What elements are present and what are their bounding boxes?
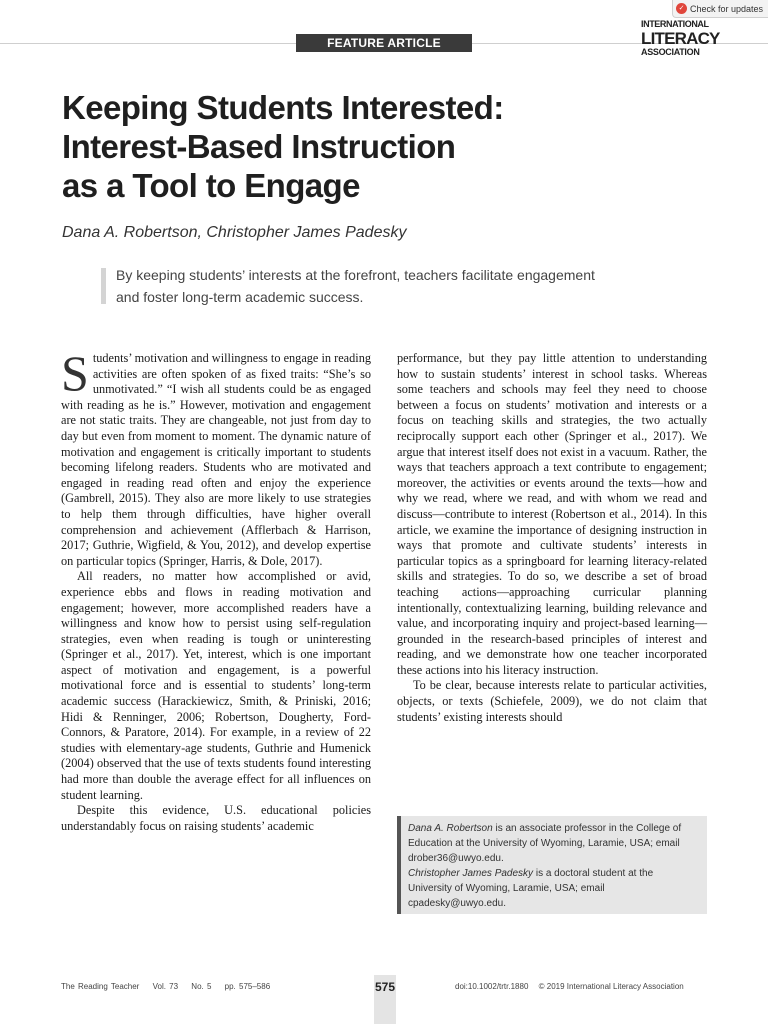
title-line: Interest-Based Instruction <box>62 128 456 165</box>
check-for-updates-badge[interactable] <box>672 0 768 18</box>
ila-logo <box>641 19 720 57</box>
volume: Vol. 73 <box>152 982 179 991</box>
journal-name: The Reading Teacher <box>61 982 140 991</box>
author-bio <box>408 821 699 866</box>
body-paragraph: To be clear, because interests relate to particular activities, objects, or texts (Schiefele, 2009), we do not claim that students’ existing interests should <box>397 678 707 724</box>
body-paragraph: All readers, no matter how accomplished or avid, experience ebbs and flows in reading motivation and engagement; however, more accomplished readers have a willingness and know how to persist using self-regulation strategies, even when reading is tough or uninteresting (Springer et al., 2017). Yet, interest, which is one important aspect of motivation and engagement, is a powerful motivational force and is essential to students’ long-term academic success (Harackiewicz, Smith, & Priniski, 2016; Hidi & Renninger, 2006; Robertson, Dougherty, Ford-Connors, & Paratore, 2014). For example, in a review of 22 studies with elementary-age students, Guthrie and Humenick (2004) observed that the use of texts students found interesting had more than double the average effect for all influences on student learning. <box>61 569 371 802</box>
pull-quote <box>116 264 676 308</box>
pull-quote-line: By keeping students’ interests at the forefront, teachers facilitate engagement <box>116 267 595 283</box>
author-bio <box>408 866 699 911</box>
bio-text: is a doctoral student at the University of Wyoming, Laramie, USA; email cpadesky@uwyo.edu. <box>408 868 654 909</box>
title-line: Keeping Students Interested: <box>62 89 504 126</box>
paragraph-text: tudents’ motivation and willingness to engage in reading activities are often spoken of as fixed traits: “She’s so unmotivated.” “I wish all students could be as engaged with reading as he is.” However, motivation and engagement are not static traits. They are changeable, not just from day to day but even from moment to moment. The dynamic nature of motivation and engagement is critically important to students becoming lifelong readers. Students who are motivated and engaged in reading read often and enjoy the experience (Gambrell, 2015). They also are more likely to use strategies to help them through difficulties, have higher overall comprehension and achievement (Afflerbach & Harrison, 2017; Guthrie, Wigfield, & You, 2012), and develop expertise on particular topics (Springer, Harris, & Dole, 2017). <box>61 351 371 568</box>
logo-line-3: ASSOCIATION <box>641 47 700 57</box>
bio-text: is an associate professor in the College of Education at the University of Wyoming, Laramie, USA; email drober36@uwyo.edu. <box>408 823 682 864</box>
bio-author-name: Dana A. Robertson <box>408 823 493 834</box>
copyright: © 2019 International Literacy Association <box>538 982 684 991</box>
title-line: as a Tool to Engage <box>62 167 360 204</box>
article-title <box>62 88 622 205</box>
footer-citation <box>61 982 280 991</box>
issue: No. 5 <box>191 982 212 991</box>
page-number: 575 <box>374 980 396 994</box>
body-paragraph <box>61 345 371 569</box>
check-for-updates-label: Check for updates <box>690 3 764 14</box>
authors: Dana A. Robertson, Christopher James Padesky <box>62 224 407 241</box>
body-column-right <box>397 351 707 725</box>
logo-line-1: INTERNATIONAL <box>641 19 709 29</box>
bio-box-bar <box>397 816 401 914</box>
logo-line-2: LITERACY <box>641 29 720 48</box>
drop-cap: S <box>61 345 89 401</box>
crossmark-icon: ✓ <box>676 3 687 14</box>
doi[interactable]: doi:10.1002/trtr.1880 <box>455 982 529 991</box>
page-range: pp. 575–586 <box>224 982 271 991</box>
bio-author-name: Christopher James Padesky <box>408 868 534 879</box>
body-paragraph: Despite this evidence, U.S. educational policies understandably focus on raising students’ academic <box>61 803 371 833</box>
body-paragraph: performance, but they pay little attention to understanding how to sustain students’ interest in school tasks. Whereas some teachers and schools may feel they need to choose between a focus on students’ motivation and interests or a focus on teaching skills and strategies, the two actually reciprocally support each other (Springer et al., 2017). We argue that interest itself does not exist in a vacuum. Rather, the ways that teachers approach a text contribute to engagement; moreover, the activities or events around the texts—how and why we read, where we read, and with whom we read and discuss—contribute to interest (Robertson et al., 2014). In this article, we examine the importance of designing instruction in ways that promote and cultivate students’ interests in particular topics as a springboard for learning literacy-related skills and strategies. To do so, we describe a set of broad teaching actions—approaching curricular planning intentionally, contextualizing learning, building relevance and value, and incorporating inquiry and project-based learning—grounded in the research-based principles of interest and reading, and we demonstrate how one teacher incorporated these actions into his literacy instruction. <box>397 351 707 677</box>
footer-doi-copyright <box>455 982 692 991</box>
body-column-left <box>61 345 371 834</box>
author-bio-box <box>397 816 707 914</box>
pull-quote-line: and foster long-term academic success. <box>116 289 364 305</box>
pull-quote-bar <box>101 268 106 304</box>
section-label: FEATURE ARTICLE <box>296 34 472 52</box>
